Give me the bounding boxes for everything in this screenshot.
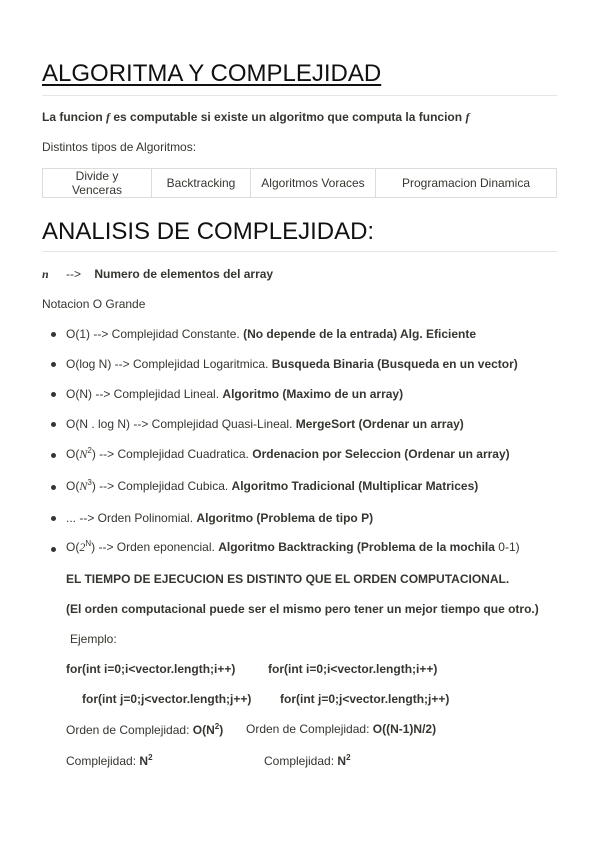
table-cell: Backtracking: [152, 169, 251, 198]
algorithm-types-table: [42, 168, 557, 198]
list-item: O(1) --> Complejidad Constante. (No depende de la entrada) Alg. Eficiente: [66, 327, 477, 341]
complexity-left: Complejidad: $N^2$: [66, 753, 153, 768]
bullet-marker: [51, 516, 56, 521]
note-execution-time: EL TIEMPO DE EJECUCION ES DISTINTO QUE EL ORDEN COMPUTACIONAL.: [66, 572, 510, 586]
bullet-marker: [51, 392, 56, 397]
function-var: f: [106, 110, 111, 124]
list-item: O(log N) --> Complejidad Logaritmica. Busqueda Binaria (Busqueda en un vector): [66, 357, 518, 371]
bullet-marker: [51, 422, 56, 427]
note-computational-order: (El orden computacional puede ser el mismo pero tener un mejor tiempo que otro.): [66, 602, 539, 616]
table-cell: Divide y Venceras: [43, 169, 152, 198]
order-right: Orden de Complejidad: O((N-1)N/2): [246, 722, 437, 736]
bullet-marker: [51, 453, 56, 458]
list-item: ... --> Orden Polinomial. Algoritmo (Problema de tipo P): [66, 511, 374, 525]
section-title: ANALISIS DE COMPLEJIDAD:: [42, 218, 375, 245]
list-item: O(N) --> Complejidad Lineal. Algoritmo (Maximo de un array): [66, 387, 404, 401]
title-divider: [42, 95, 557, 96]
code-right-outer-loop: for(int i=0;i<vector.length;i++): [268, 662, 438, 676]
bullet-marker: [51, 362, 56, 367]
bullet-marker: [51, 332, 56, 337]
code-left-outer-loop: for(int i=0;i<vector.length;i++): [66, 662, 236, 676]
section-divider: [42, 251, 557, 252]
function-var-2: f: [465, 110, 470, 124]
list-item: $O(2^N)$ --> Orden eponencial. Algoritmo Backtracking (Problema de la mochila 0-1): [66, 539, 520, 554]
bullet-marker: [51, 485, 56, 490]
intro-text: La funcion f es computable si existe un algoritmo que computa la funcion f: [42, 110, 470, 124]
order-left: Orden de Complejidad: $O(N^2)$: [66, 722, 224, 737]
list-item: $O(N^3)$ --> Complejidad Cubica. Algoritmo Tradicional (Multiplicar Matrices): [66, 478, 479, 493]
code-left-inner-loop: for(int j=0;j<vector.length;j++): [82, 692, 252, 706]
complexity-right: Complejidad: $N^2$: [264, 753, 351, 768]
table-cell: Programacion Dinamica: [376, 169, 557, 198]
page-title: ALGORITMA Y COMPLEJIDAD: [42, 60, 382, 87]
notation-label: Notacion O Grande: [42, 297, 146, 311]
n-definition: n --> Numero de elementos del array: [42, 267, 274, 281]
example-label: Ejemplo:: [70, 632, 117, 646]
table-row: [43, 169, 557, 198]
code-right-inner-loop: for(int j=0;j<vector.length;j++): [280, 692, 450, 706]
list-item: O(N . log N) --> Complejidad Quasi-Lineal. MergeSort (Ordenar un array): [66, 417, 464, 431]
list-item: $O(N^2)$ --> Complejidad Cuadratica. Ordenacion por Seleccion (Ordenar un array): [66, 446, 510, 461]
table-cell: Algoritmos Voraces: [251, 169, 376, 198]
bullet-marker: [51, 547, 56, 552]
types-label: Distintos tipos de Algoritmos:: [42, 140, 197, 154]
